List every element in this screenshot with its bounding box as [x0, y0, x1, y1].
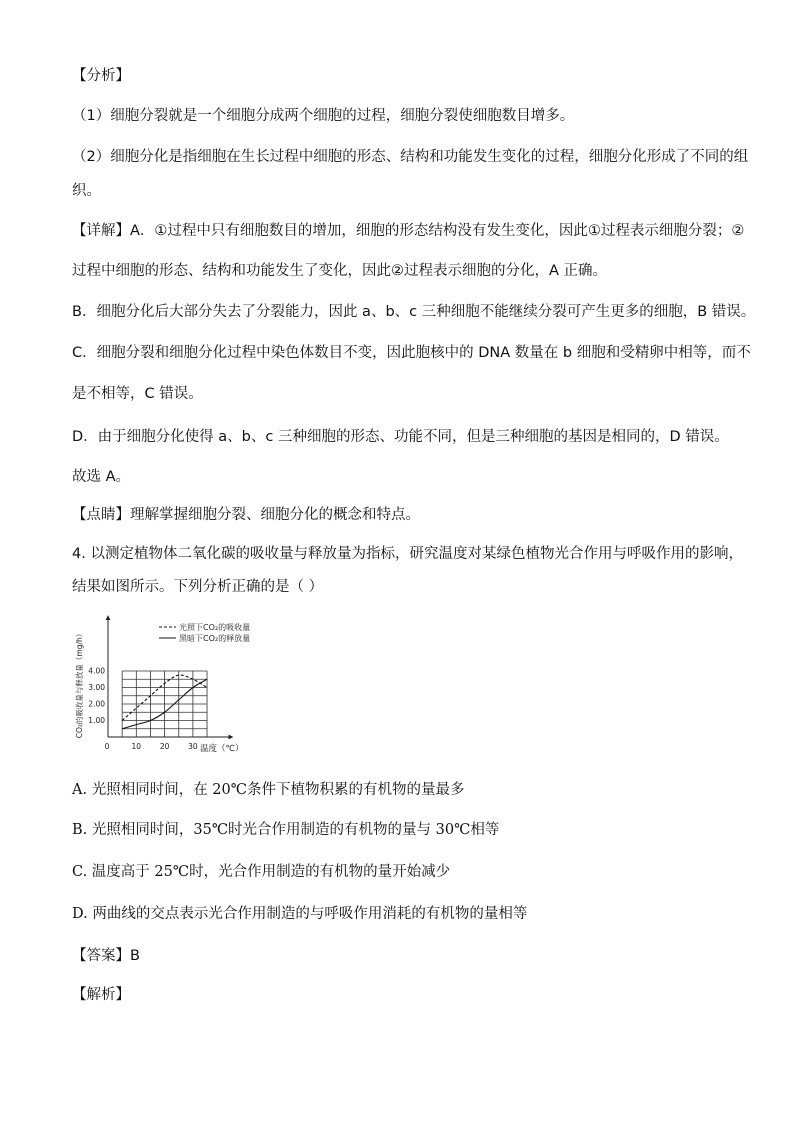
detail-point: 【点睛】理解掌握细胞分裂、细胞分化的概念和特点。	[72, 507, 420, 523]
x-tick-label: 30	[188, 742, 198, 751]
option-b: B. 光照相同时间，35℃时光合作用制造的有机物的量与 30℃相等	[72, 822, 500, 838]
detail-option-d: D．由于细胞分化使得 a、b、c 三种细胞的形态、功能不同，但是三种细胞的基因是相同的，D 错误。	[72, 429, 729, 445]
detail-option-a-line-2: 过程中细胞的形态、结构和功能发生了变化，因此②过程表示细胞的分化，A 正确。	[72, 263, 608, 279]
x-tick-label: 0	[104, 742, 110, 751]
chart-legend	[159, 622, 250, 643]
co2-temperature-chart	[72, 612, 282, 764]
y-tick-label: 4.00	[88, 666, 105, 676]
x-axis-label: 温度（℃）	[200, 744, 244, 754]
option-c: C. 温度高于 25℃时，光合作用制造的有机物的量开始减少	[72, 864, 451, 880]
detail-option-b: B．细胞分化后大部分失去了分裂能力，因此 a、b、c 三种细胞不能继续分裂可产生更多的细胞，B 错误。	[72, 304, 756, 320]
detail-choice: 故选 A。	[72, 469, 131, 485]
legend-label: 黑暗下CO₂的释放量	[179, 634, 251, 643]
question-4-stem-line-2: 结果如图所示。下列分析正确的是（ ）	[72, 579, 324, 595]
chart-grid	[122, 671, 207, 737]
y-tick-label: 3.00	[88, 683, 105, 692]
detail-option-c-line-1: C．细胞分裂和细胞分化过程中染色体数目不变，因此胞核中的 DNA 数量在 b 细胞和受精卵中相等，而不	[72, 345, 751, 361]
analysis-heading: 【分析】	[72, 68, 130, 84]
option-d: D. 两曲线的交点表示光合作用制造的与呼吸作用消耗的有机物的量相等	[72, 906, 528, 922]
detail-option-a-line-1: 【详解】A．①过程中只有细胞数目的增加，细胞的形态结构没有发生变化，因此①过程表示细胞分裂；②	[72, 223, 745, 239]
answer: 【答案】B	[72, 948, 140, 964]
option-a: A. 光照相同时间，在 20℃条件下植物积累的有机物的量最多	[72, 782, 465, 798]
analysis-point-2-line-2: 织。	[72, 183, 101, 199]
legend-label: 光照下CO₂的吸收量	[179, 623, 251, 632]
x-tick-label: 10	[131, 742, 142, 751]
detail-option-c-line-2: 是不相等，C 错误。	[72, 386, 203, 402]
y-axis-label: CO₂的吸收量与释放量（mg/h）	[75, 629, 84, 739]
y-tick-label: 1.00	[88, 716, 105, 725]
x-tick-label: 20	[159, 742, 170, 751]
explanation-heading: 【解析】	[72, 987, 130, 1003]
analysis-point-1: （1）细胞分裂就是一个细胞分成两个细胞的过程，细胞分裂使细胞数目增多。	[72, 108, 575, 124]
question-4-stem-line-1: 4. 以测定植物体二氧化碳的吸收量与释放量为指标，研究温度对某绿色植物光合作用与呼吸作用的影响，	[72, 546, 743, 562]
y-tick-label: 2.00	[88, 699, 105, 709]
analysis-point-2-line-1: （2）细胞分化是指细胞在生长过程中细胞的形态、结构和功能发生变化的过程，细胞分化形成了不同的组	[72, 149, 749, 165]
